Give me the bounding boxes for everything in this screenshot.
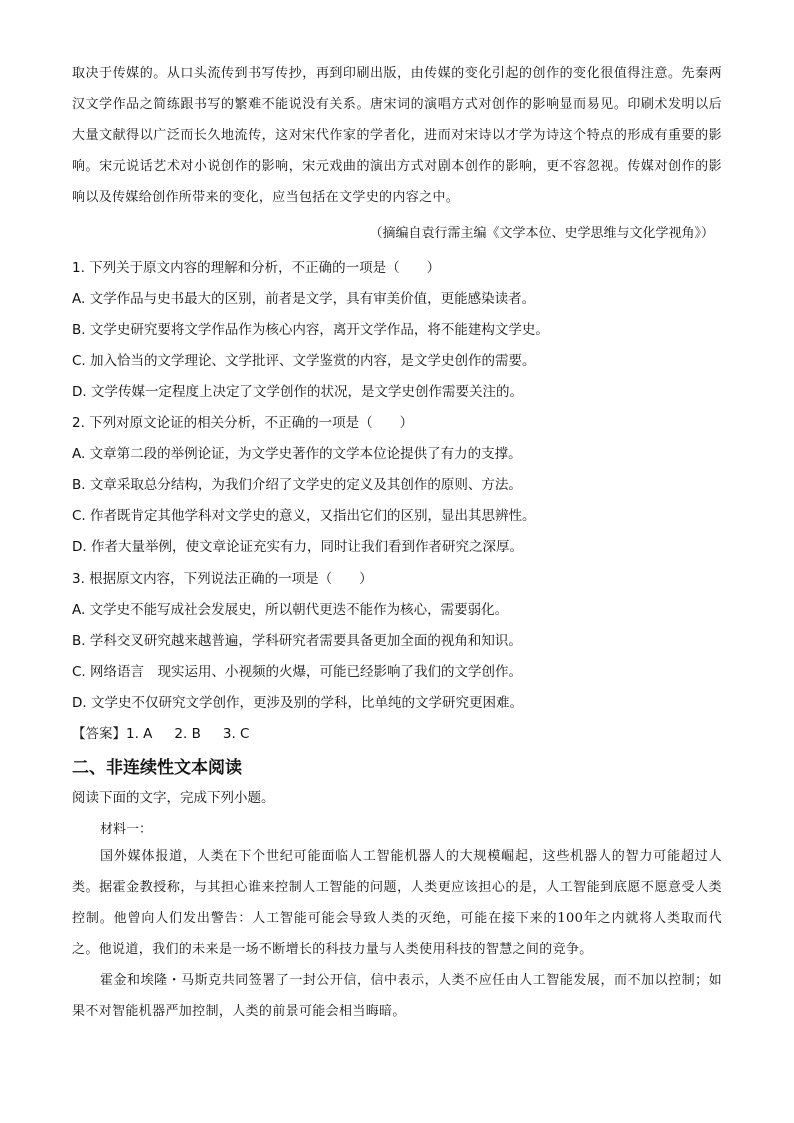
question-2-option-a: A. 文章第二段的举例论证，为文学史著作的文学本位论提供了有力的支撑。: [72, 446, 522, 462]
passage-attribution: （摘编自袁行霈主编《文学本位、史学思维与文化学视角》）: [369, 226, 714, 241]
question-2-option-c: C. 作者既肯定其他学科对文学史的意义，又指出它们的区别，显出其思辨性。: [72, 508, 536, 524]
material-paragraph: 国外媒体报道，人类在下个世纪可能面临人工智能机器人的大规模崛起，这些机器人的智力可能超过人类。据霍金教授称，与其担心谁来控制人工智能的问题，人类更应该担心的是，人工智能到底愿不愿意受人类控制。他曾向人们发出警告：人工智能可能会导致人类的灭绝，可能在接下来的100年之内就将人类取而代之。他说道，我们的未来是一场不断增长的科技力量与人类使用科技的智慧之间的竞争。: [72, 849, 722, 957]
section-instruction: 阅读下面的文字，完成下列小题。: [72, 790, 275, 806]
question-1-stem: 1. 下列关于原文内容的理解和分析，不正确的一项是（ ）: [72, 260, 441, 276]
material-paragraph: 霍金和埃隆・马斯克共同签署了一封公开信，信中表示，人类不应任由人工智能发展，而不加以控制；如果不对智能机器严加控制，人类的前景可能会相当晦暗。: [72, 973, 722, 1019]
question-3-option-c: C. 网络语言 现实运用、小视频的火爆，可能已经影响了我们的文学创作。: [72, 664, 523, 680]
question-1-option-a: A. 文学作品与史书最大的区别，前者是文学，具有审美价值，更能感染读者。: [72, 291, 536, 307]
question-2-option-b: B. 文章采取总分结构，为我们介绍了文学史的定义及其创作的原则、方法。: [72, 477, 522, 493]
question-1-option-d: D. 文学传媒一定程度上决定了文学创作的状况，是文学史创作需要关注的。: [72, 384, 523, 400]
question-3-option-d: D. 文学史不仅研究文学创作，更涉及别的学科，比单纯的文学研究更困难。: [72, 695, 523, 711]
question-2-option-d: D. 作者大量举例，使文章论证充实有力，同时让我们看到作者研究之深厚。: [72, 539, 523, 555]
question-1-option-c: C. 加入恰当的文学理论、文学批评、文学鉴赏的内容，是文学史创作的需要。: [72, 353, 536, 369]
question-1-option-b: B. 文学史研究要将文学作品作为核心内容，离开文学作品，将不能建构文学史。: [72, 322, 549, 338]
question-3-stem: 3. 根据原文内容，下列说法正确的一项是（ ）: [72, 571, 373, 587]
answer-tag: 【答案】: [72, 726, 126, 742]
material-label: 材料一：: [100, 822, 153, 837]
section-heading: 二、非连续性文本阅读: [72, 758, 242, 778]
question-3-option-b: B. 学科交叉研究越来越普遍，学科研究者需要具备更加全面的视角和知识。: [72, 633, 522, 649]
answer-item: 1. A: [126, 726, 153, 742]
question-2-stem: 2. 下列对原文论证的相关分析，不正确的一项是（ ）: [72, 415, 414, 431]
question-3-option-a: A. 文学史不能写成社会发展史，所以朝代更迭不能作为核心，需要弱化。: [72, 602, 509, 618]
answer-line: [72, 722, 271, 742]
answer-item: 2. B: [174, 726, 201, 742]
answer-item: 3. C: [222, 726, 250, 742]
passage-paragraph: 取决于传媒的。从口头流传到书写传抄，再到印刷出版，由传媒的变化引起的创作的变化很值得注意。先秦两汉文学作品之简练跟书写的繁难不能说没有关系。唐宋词的演唱方式对创作的影响显而易见。印刷术发明以后大量文献得以广泛而长久地流传，这对宋代作家的学者化，进而对宋诗以才学为诗这个特点的形成有重要的影响。宋元说话艺术对小说创作的影响，宋元戏曲的演出方式对剧本创作的影响，更不容忽视。传媒对创作的影响以及传媒给创作所带来的变化，应当包括在文学史的内容之中。: [72, 66, 722, 205]
